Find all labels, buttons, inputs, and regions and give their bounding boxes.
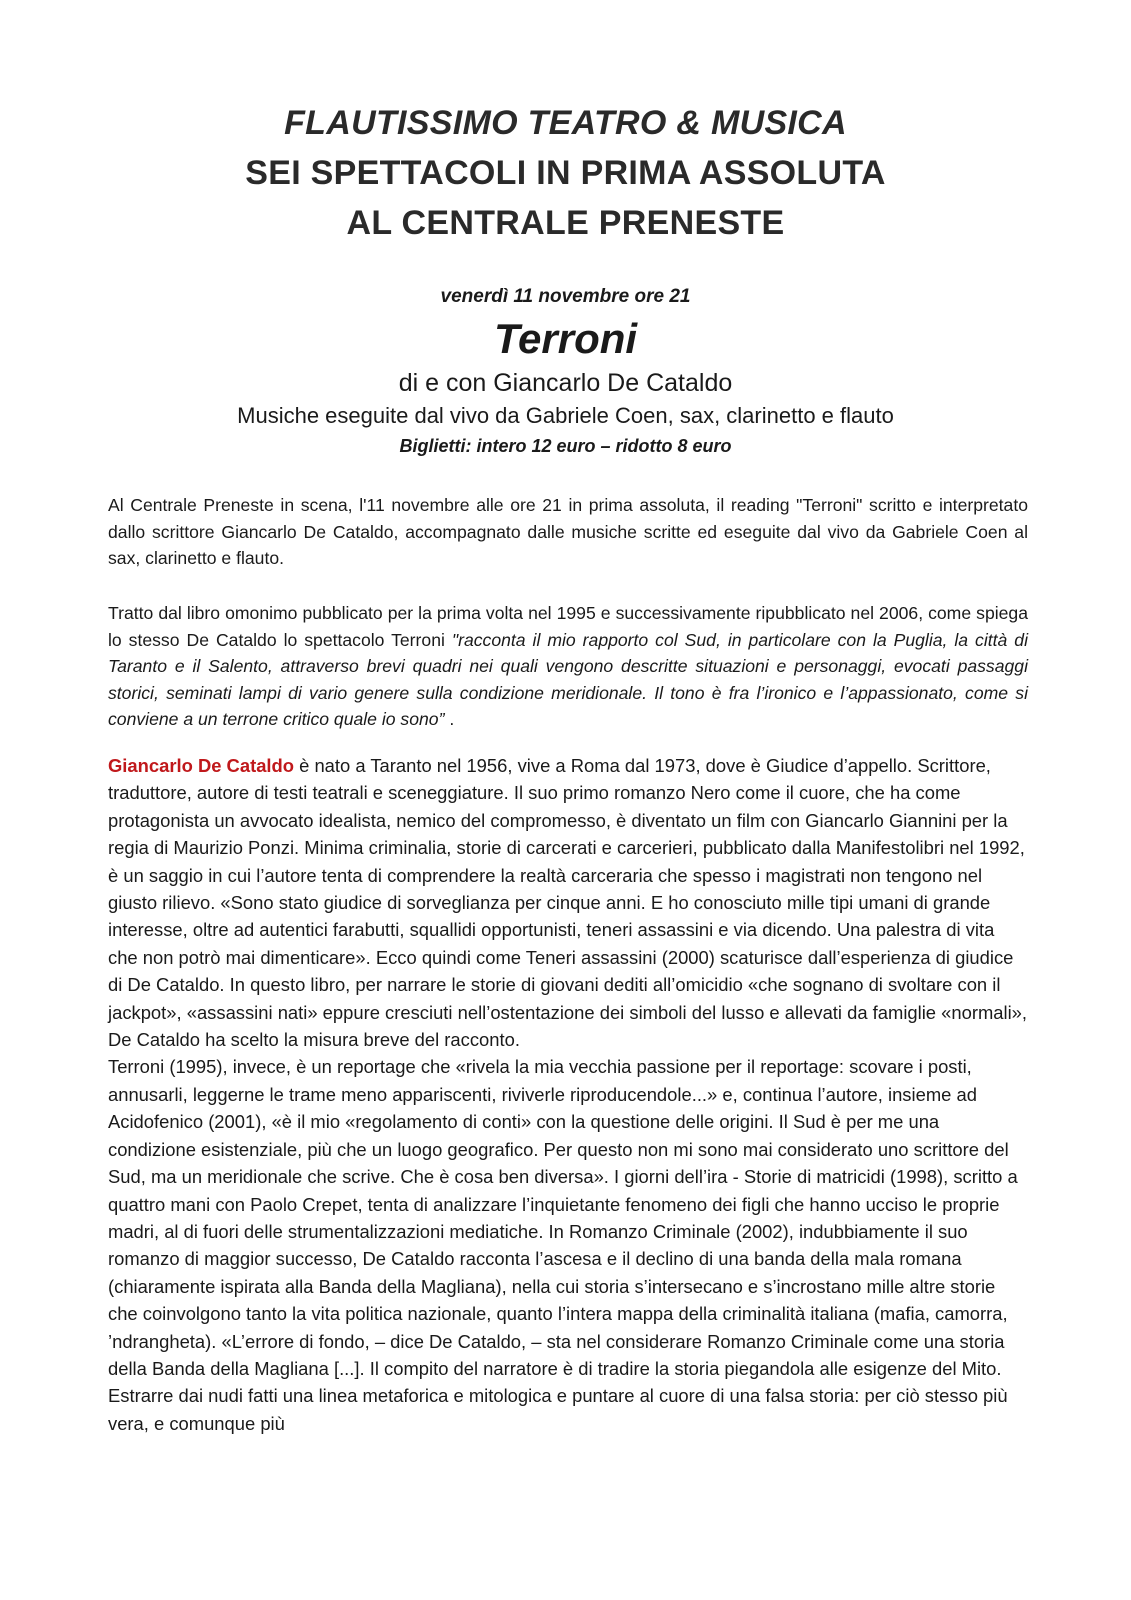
book-paragraph-lead: Tratto dal libro omonimo pubblicato per la prima volta nel 1995 e successivamente ripubblicato nel 2006, come spiega lo stesso De Cataldo lo spettacolo Terroni (108, 603, 1028, 650)
bio-text-1: è nato a Taranto nel 1956, vive a Roma dal 1973, dove è Giudice d’appello. Scrittore, traduttore, autore di testi teatrali e sceneggiature. Il suo primo romanzo Nero come il cuore, che ha come protagonista un avvocato idealista, nemico del compromesso, è diventato un film con Giancarlo Giannini per la regia di Maurizio Ponzi. Minima criminalia, storie di carcerati e carcerieri, pubblicato dalla Manifestolibri nel 1992, è un saggio in cui l’autore tenta di comprendere la realtà carceraria che spesso i magistrati non tengono nel giusto rilievo. «Sono stato giudice di sorveglianza per cinque anni. E ho conosciuto mille tipi umani di grande interesse, oltre ad autentici farabutti, squallidi opportunisti, teneri assassini e via dicendo. Una palestra di vita che non potrò mai dimenticare». Ecco quindi come Teneri assassini (2000) scaturisce dall’esperienza di giudice di De Cataldo. In questo libro, per narrare le storie di giovani dediti all’omicidio «che sognano di svoltare con il jackpot», «assassini nati» eppure cresciuti nell’ostentazione dei simboli del lusso e allevati da famiglie «normali», De Cataldo ha scelto la misura breve del racconto. (108, 755, 1028, 1051)
author-quote: "racconta il mio rapporto col Sud, in particolare con la Puglia, la città di Taranto e il Salento, attraverso brevi quadri nei quali vengono descritte situazioni e personaggi, evocati passaggi storici, seminati lampi di vario genere sulla condizione meridionale. Il tono è fra l’ironico e l’appassionato, come si conviene a un terrone critico quale io sono” (108, 629, 1028, 729)
bio-paragraph-2: Terroni (1995), invece, è un reportage che «rivela la mia vecchia passione per il reportage: scovare i posti, annusarli, leggerne le trame meno appariscenti, riviverle riproducendole...» e, continua l’autore, insieme ad Acidofenico (2001), «è il mio «regolamento di conti» con la questione delle origini. Il Sud è per me una condizione esistenziale, più che un luogo geografico. Per questo non mi sono mai considerato uno scrittore del Sud, ma un meridionale che scrive. Che è cosa ben diversa». I giorni dell’ira - Storie di matricidi (1998), scritto a quattro mani con Paolo Crepet, tenta di analizzare l’inquietante fenomeno dei figli che hanno ucciso le proprie madri, al di fuori delle strumentalizzazioni mediatiche. In Romanzo Criminale (2002), indubbiamente il suo romanzo di maggior successo, De Cataldo racconta l’ascesa e il declino di una banda della mala romana (chiaramente ispirata alla Banda della Magliana), nella cui storia s’intersecano e s’incrostano mille altre storie che coinvolgono tanto la vita politica nazionale, quanto l’intera mappa della criminalità italiana (mafia, camorra, ’ndrangheta). «L’errore di fondo, – dice De Cataldo, – sta nel considerare Romanzo Criminale come una storia della Banda della Magliana [...]. Il compito del narratore è di tradire la storia piegandola alle esigenze del Mito. Estrarre dai nudi fatti una linea metaforica e mitologica e puntare al cuore di una falsa storia: per ciò stesso più vera, e comunque più (108, 1056, 1018, 1434)
ticket-prices: Biglietti: intero 12 euro – ridotto 8 euro (399, 436, 732, 456)
author-name-highlight: Giancarlo De Cataldo (108, 755, 294, 776)
show-title: Terroni (493, 315, 638, 362)
book-paragraph-tail: . (444, 709, 455, 729)
intro-paragraph: Al Centrale Preneste in scena, l'11 novembre alle ore 21 in prima assoluta, il reading "Terroni" scritto e interpretato dallo scrittore Giancarlo De Cataldo, accompagnato dalle musiche scritte ed eseguite dal vivo da Gabriele Coen al sax, clarinetto e flauto. (108, 495, 1028, 568)
biography (108, 752, 1028, 1437)
document-header (0, 0, 1131, 460)
headline-line-2: SEI SPETTACOLI IN PRIMA ASSOLUTA (245, 154, 886, 192)
show-music: Musiche eseguite dal vivo da Gabriele Coen, sax, clarinetto e flauto (237, 403, 894, 428)
book-paragraph (108, 600, 1028, 733)
show-author: di e con Giancarlo De Cataldo (398, 369, 733, 397)
event-date: venerdì 11 novembre ore 21 (440, 286, 691, 307)
headline-line-3: AL CENTRALE PRENESTE (346, 204, 785, 242)
bio-paragraph-1 (108, 752, 1028, 1053)
festival-title: FLAUTISSIMO TEATRO & MUSICA (284, 104, 847, 142)
